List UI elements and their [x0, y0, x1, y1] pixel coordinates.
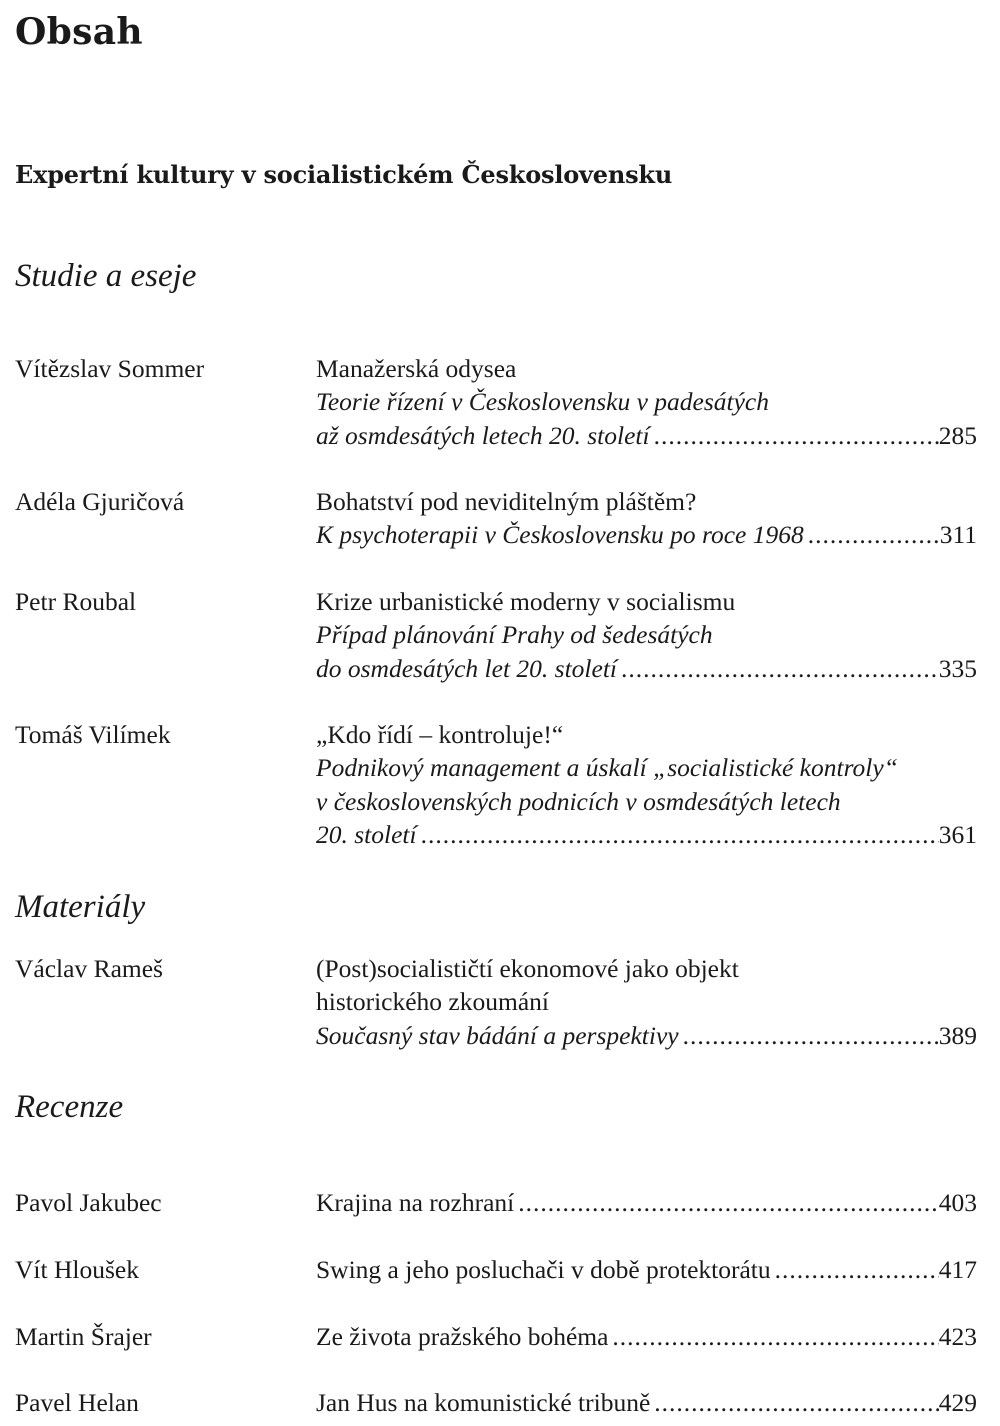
entry-title: (Post)socialističtí ekonomové jako objekt: [316, 954, 739, 983]
entry-page-number: 311: [939, 520, 977, 550]
entry-subtitle: Teorie řízení v Československu v padesátých: [316, 387, 769, 417]
dot-leader: [804, 518, 940, 551]
entry-author: Petr Roubal: [15, 587, 137, 616]
entry-subtitle-end: Současný stav bádání a perspektivy: [316, 1020, 679, 1050]
entry-subtitle-end: 20. století: [316, 819, 417, 849]
entry-author: Vítězslav Sommer: [15, 354, 205, 383]
entry-last-line: [316, 1019, 977, 1052]
entry-last-line: [316, 1386, 977, 1419]
dot-leader: [771, 1253, 939, 1286]
entry-page-number: 285: [938, 420, 977, 450]
entry-title: Krajina na rozhraní: [316, 1188, 515, 1217]
entry-last-line: [316, 1253, 977, 1286]
dot-leader: [617, 652, 939, 685]
entry-subtitle: Případ plánování Prahy od šedesátých: [316, 620, 713, 650]
entry-work: [316, 585, 977, 685]
entry-author: Pavel Helan: [15, 1388, 139, 1417]
entry-author: Martin Šrajer: [15, 1322, 152, 1351]
dot-leader: [514, 1186, 939, 1219]
entry-work: [316, 1320, 977, 1353]
entry-last-line: [316, 652, 977, 685]
entry-subtitle-end: do osmdesátých let 20. století: [316, 653, 617, 683]
entry-last-line: [316, 419, 977, 452]
entry-title: Manažerská odysea: [316, 354, 517, 383]
entry-title: Jan Hus na komunistické tribuně: [316, 1388, 651, 1417]
entry-page-number: 361: [938, 819, 977, 849]
entry-last-line: [316, 518, 977, 551]
entry-work: [316, 952, 977, 1052]
dot-leader: [417, 818, 939, 851]
entry-title: Krize urbanistické moderny v socialismu: [316, 587, 736, 616]
entry-page-number: 335: [938, 653, 977, 683]
entry-page-number: 403: [938, 1188, 977, 1217]
section-heading-materialy: Materiály: [15, 889, 146, 925]
entry-work: [316, 352, 977, 452]
entry-title: Bohatství pod neviditelným pláštěm?: [316, 487, 697, 516]
entry-subtitle: Podnikový management a úskalí „socialistické kontroly“: [316, 753, 898, 783]
entry-subtitle-end: až osmdesátých letech 20. století: [316, 420, 650, 450]
entry-work: [316, 718, 977, 851]
page-title: Obsah: [15, 11, 143, 53]
entry-page-number: 423: [938, 1322, 977, 1351]
entry-work: [316, 1386, 977, 1419]
entry-page-number: 417: [938, 1255, 977, 1284]
entry-work: [316, 1186, 977, 1219]
entry-subtitle: v československých podnicích v osmdesátých letech: [316, 786, 841, 816]
section-heading-recenze: Recenze: [15, 1089, 124, 1125]
dot-leader: [650, 419, 939, 452]
entry-last-line: [316, 1186, 977, 1219]
dot-leader: [650, 1386, 938, 1419]
entry-title: Ze života pražského bohéma: [316, 1322, 609, 1351]
dot-leader: [608, 1320, 938, 1353]
entry-title: Swing a jeho posluchači v době protektorátu: [316, 1255, 771, 1284]
entry-author: Vít Hloušek: [15, 1255, 139, 1284]
entry-title: „Kdo řídí – kontroluje!“: [316, 720, 564, 749]
entry-subtitle-end: K psychoterapii v Československu po roce 1968: [316, 520, 804, 550]
entry-last-line: [316, 1320, 977, 1353]
entry-page-number: 429: [938, 1388, 977, 1417]
entry-title: historického zkoumání: [316, 987, 549, 1017]
dot-leader: [679, 1019, 939, 1052]
entry-work: [316, 485, 977, 552]
entry-page-number: 389: [938, 1020, 977, 1050]
entry-author: Tomáš Vilímek: [15, 720, 171, 749]
section-heading-studie: Studie a eseje: [15, 258, 197, 294]
issue-theme-title: Expertní kultury v socialistickém Československu: [15, 160, 673, 189]
entry-work: [316, 1253, 977, 1286]
entry-author: Pavol Jakubec: [15, 1188, 162, 1217]
entry-author: Václav Rameš: [15, 954, 163, 983]
entry-author: Adéla Gjuričová: [15, 487, 185, 516]
entry-last-line: [316, 818, 977, 851]
